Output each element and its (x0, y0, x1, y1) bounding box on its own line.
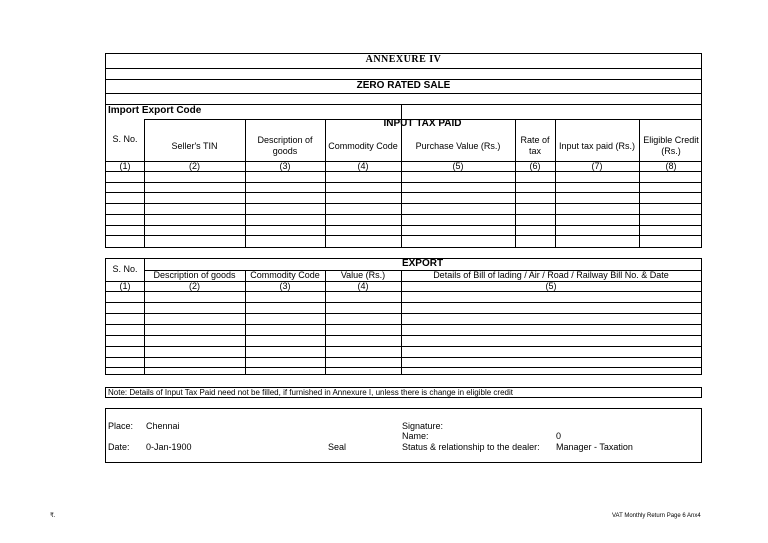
input-tax-table (105, 53, 702, 248)
col-eligible-credit-b: (Rs.) (661, 146, 681, 156)
col-bill-details: Details of Bill of lading / Air / Road / Railway Bill No. & Date (433, 270, 669, 280)
col-description-b: goods (272, 146, 298, 156)
col-description-a: Description of (257, 135, 313, 145)
col-sellers-tin: Seller's TIN (171, 141, 218, 151)
col-purchase-value: Purchase Value (Rs.) (415, 141, 501, 151)
col-num: (4) (357, 281, 369, 291)
col-num: (3) (279, 161, 291, 171)
note-text: Note: Details of Input Tax Paid need not be filled, if furnished in Annexure I, unless there is change in eligible credit (108, 388, 513, 397)
col-num: (6) (529, 161, 541, 171)
col-num: (4) (357, 161, 369, 171)
col-input-tax-paid: Input tax paid (Rs.) (558, 141, 636, 151)
export-heading: EXPORT (401, 258, 444, 269)
input-tax-heading: INPUT TAX PAID (383, 118, 462, 129)
name-label: Name: (402, 431, 429, 441)
col-eligible-credit-a: Eligible Credit (643, 135, 699, 145)
status-value: Manager - Taxation (556, 442, 633, 452)
col-num: (2) (189, 161, 200, 171)
signature-label: Signature: (402, 421, 444, 431)
annexure-title: ANNEXURE IV (365, 54, 442, 65)
seal-label: Seal (328, 442, 347, 452)
footer-left: ₹. (50, 513, 56, 519)
col-num: (8) (665, 161, 677, 171)
export-table (105, 258, 702, 375)
col-num: (1) (119, 281, 131, 291)
col-num: (2) (189, 281, 200, 291)
place-label: Place: (108, 421, 134, 431)
import-export-code-label: Import Export Code (108, 105, 202, 116)
col-commodity-code: Commodity Code (250, 270, 320, 280)
col-rate-a: Rate of (520, 135, 550, 145)
place-value: Chennai (146, 421, 180, 431)
col-num: (5) (545, 281, 557, 291)
footer-right: VAT Monthly Return Page 6 Anx4 (612, 513, 701, 519)
note-box (105, 387, 702, 398)
col-num: (5) (452, 161, 464, 171)
status-label: Status & relationship to the dealer: (402, 442, 540, 452)
signature-block (105, 408, 702, 463)
col-num: (1) (119, 161, 131, 171)
date-value: 0-Jan-1900 (146, 442, 192, 452)
date-label: Date: (108, 442, 130, 452)
col-num: (7) (591, 161, 603, 171)
col-description-goods: Description of goods (153, 270, 236, 280)
col-commodity-code: Commodity Code (328, 141, 398, 151)
section-title: ZERO RATED SALE (356, 80, 451, 91)
col-num: (3) (279, 281, 291, 291)
col-rate-b: tax (528, 146, 541, 156)
col-value: Value (Rs.) (340, 270, 386, 280)
col-sno: S. No. (112, 264, 138, 274)
col-sno: S. No. (112, 134, 138, 144)
name-value: 0 (556, 431, 562, 441)
